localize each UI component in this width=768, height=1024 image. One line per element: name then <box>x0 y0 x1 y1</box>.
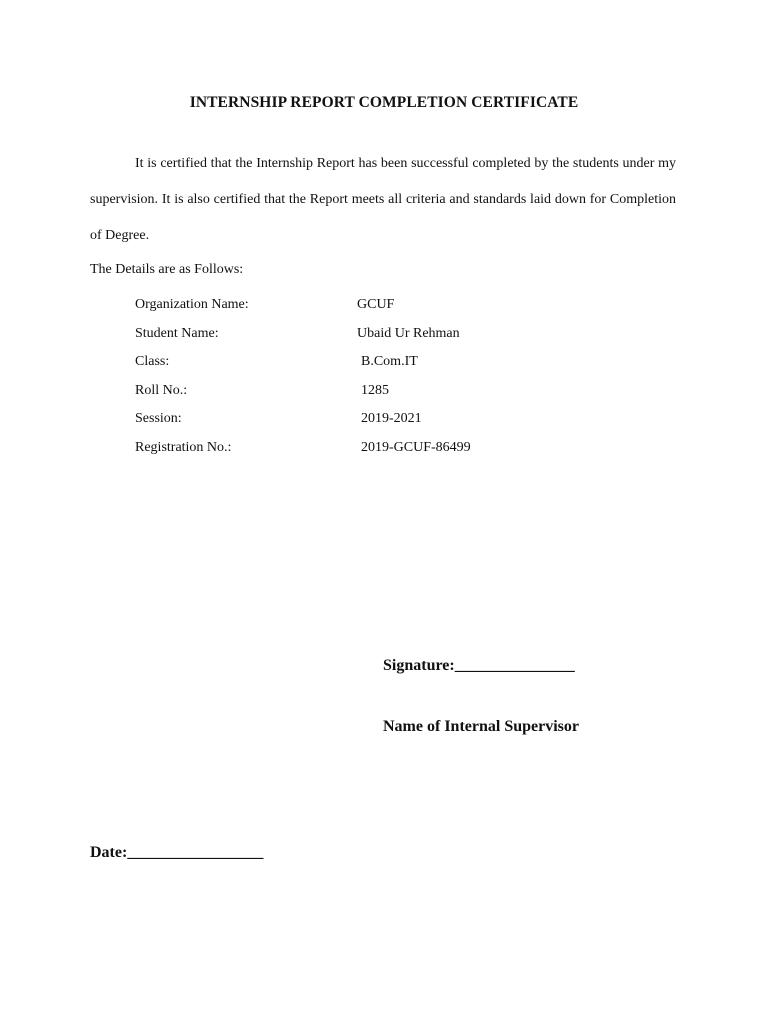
detail-label: Session: <box>135 411 182 426</box>
detail-label: Student Name: <box>135 325 219 341</box>
detail-value: GCUF <box>357 297 395 312</box>
detail-value: 2019-2021 <box>361 411 422 426</box>
detail-label: Registration No.: <box>135 439 232 455</box>
detail-value: 1285 <box>361 382 389 398</box>
page-title: INTERNSHIP REPORT COMPLETION CERTIFICATE <box>189 94 579 111</box>
detail-value: 2019-GCUF-86499 <box>361 439 471 455</box>
signature-line: Signature:_______________ <box>383 657 575 674</box>
details-intro: The Details are as Follows: <box>90 262 244 277</box>
certification-paragraph: It is certified that the Internship Report has been successful completed by the students under my supervision. It is also certified that the Report meets all criteria and standards laid down for Completion of Degree. <box>90 156 676 243</box>
detail-label: Organization Name: <box>135 297 249 312</box>
detail-value: Ubaid Ur Rehman <box>357 325 460 341</box>
date-line: Date:_________________ <box>90 844 264 861</box>
detail-label: Class: <box>135 354 170 369</box>
detail-label: Roll No.: <box>135 382 188 398</box>
detail-value: B.Com.IT <box>361 354 418 369</box>
supervisor-name-label: Name of Internal Supervisor <box>383 718 579 735</box>
